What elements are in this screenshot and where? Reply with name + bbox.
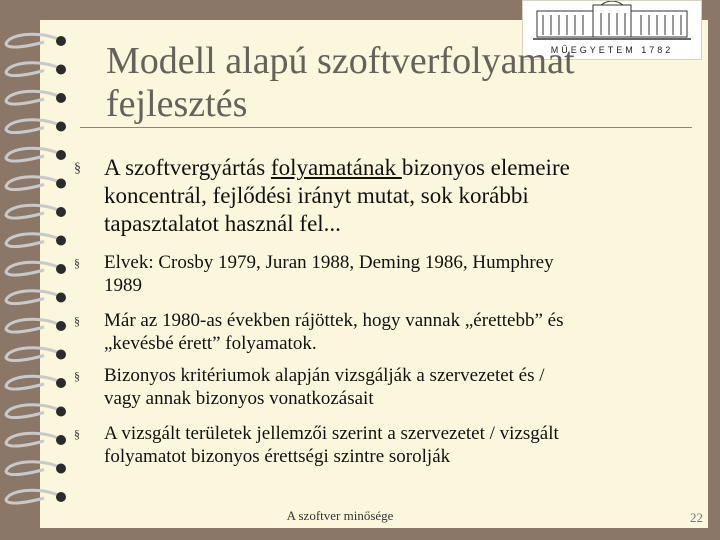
- spiral-ring: [6, 34, 60, 47]
- spiral-ring: [6, 319, 60, 332]
- spiral-hole: [56, 122, 66, 132]
- slide-footer: A szoftver minősége: [286, 508, 394, 523]
- title-divider: [80, 127, 692, 128]
- spiral-ring: [6, 148, 60, 161]
- spiral-hole: [56, 407, 66, 417]
- bullet-icon: §: [74, 427, 80, 441]
- spiral-ring: [6, 205, 60, 218]
- spiral-hole: [56, 65, 66, 75]
- title-line-2: fejlesztés: [106, 83, 248, 125]
- spiral-hole: [56, 321, 66, 331]
- spiral-ring: [6, 348, 60, 361]
- bullet-icon: §: [74, 314, 80, 328]
- spiral-hole: [56, 492, 66, 502]
- title-line-1: Modell alapú szoftverfolyamat: [106, 40, 575, 82]
- bullet-icon: §: [74, 369, 80, 383]
- list-item: Elvek: Crosby 1979, Juran 1988, Deming 1986, Humphrey 1989: [104, 252, 554, 296]
- spiral-ring: [6, 376, 60, 389]
- bullet-icon: §: [74, 256, 80, 270]
- spiral-ring: [6, 120, 60, 133]
- spiral-hole: [56, 36, 66, 46]
- spiral-hole: [56, 435, 66, 445]
- spiral-ring: [6, 234, 60, 247]
- spiral-ring: [6, 91, 60, 104]
- spiral-hole: [56, 264, 66, 274]
- list-item: A vizsgált területek jellemzői szerint a szervezetet / vizsgált folyamatot bizonyos érettségi szintre sorolják: [104, 423, 559, 467]
- spiral-ring: [6, 177, 60, 190]
- spiral-hole: [56, 378, 66, 388]
- spiral-ring: [6, 262, 60, 275]
- spiral-hole: [56, 179, 66, 189]
- slide-title: [106, 40, 666, 126]
- spiral-hole: [56, 150, 66, 160]
- spiral-ring: [6, 291, 60, 304]
- list-item: Már az 1980-as években rájöttek, hogy vannak „érettebb” és „kevésbé érett” folyamatok.: [104, 310, 564, 354]
- page-number: 22: [690, 510, 703, 525]
- spiral-hole: [56, 207, 66, 217]
- spiral-binding: [0, 0, 80, 540]
- spiral-ring: [6, 490, 60, 503]
- spiral-hole: [56, 350, 66, 360]
- spiral-hole: [56, 93, 66, 103]
- underlined-term: folyamatának: [270, 155, 402, 180]
- spiral-hole: [56, 464, 66, 474]
- spiral-ring: [6, 462, 60, 475]
- main-bullet-text: A szoftvergyártás folyamatának bizonyos elemeire koncentrál, fejlődési irányt mutat, sok korábbi tapasztalatot használ fel...: [104, 155, 570, 236]
- list-item: Bizonyos kritériumok alapján vizsgálják a szervezetet és / vagy annak bizonyos vonatkozásait: [104, 365, 545, 409]
- spiral-hole: [56, 236, 66, 246]
- spiral-ring: [6, 405, 60, 418]
- spiral-hole: [56, 293, 66, 303]
- spiral-ring: [6, 63, 60, 76]
- logo-text: MŰEGYETEM 1782: [550, 45, 674, 55]
- bullet-icon: §: [74, 161, 81, 176]
- spiral-ring: [6, 433, 60, 446]
